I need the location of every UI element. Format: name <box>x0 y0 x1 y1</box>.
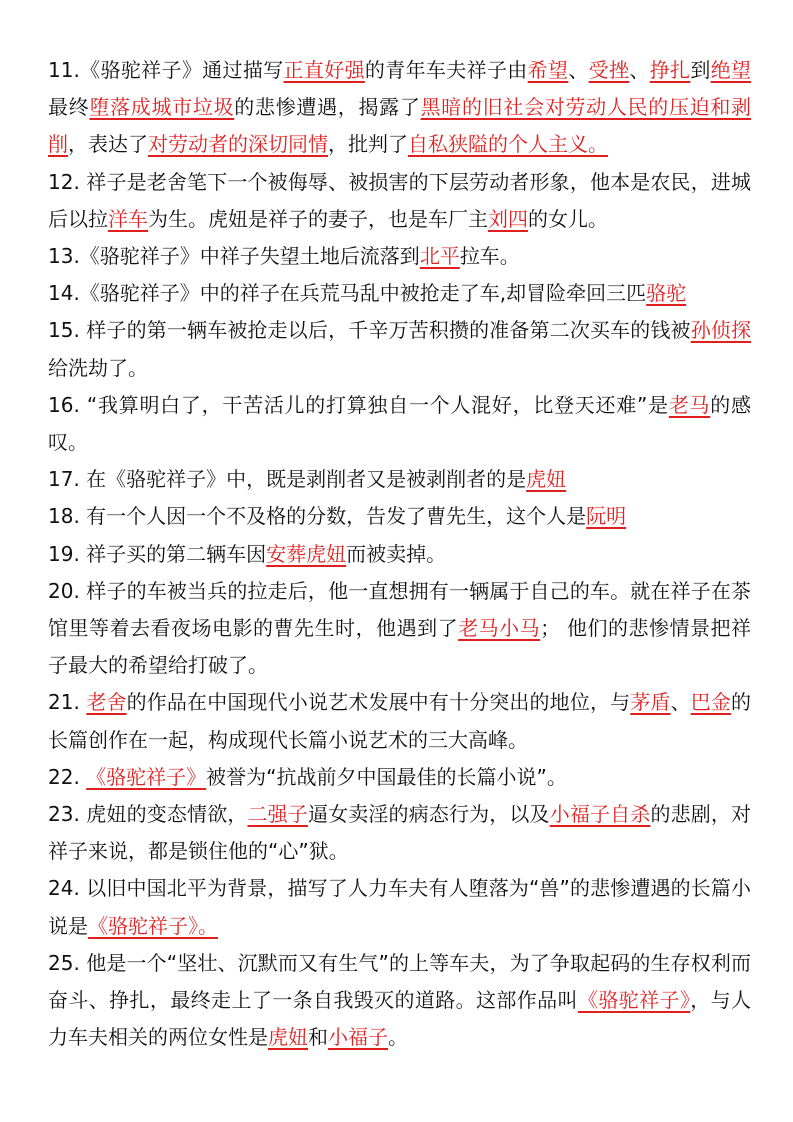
question-item-24 <box>48 870 751 944</box>
question-item-18 <box>48 498 751 535</box>
answer-text: 自私狭隘的个人主义。 <box>408 132 608 157</box>
answer-text: 茅盾 <box>630 690 671 715</box>
question-text: ； 他们的悲惨情景把祥子最大的希望给打破了。 <box>48 616 752 678</box>
question-text: 的悲惨遭遇，揭露了 <box>234 95 421 120</box>
answer-text: 挣扎 <box>649 58 691 82</box>
question-text: ，批判了 <box>328 132 408 157</box>
question-text: 20. 样子的车被当兵的拉走后，他一直想拥有一辆属于自己的车。就在祥子在茶馆里等着去看夜场电影的曹先生时，他遇到了 <box>48 578 751 641</box>
question-text: 25. 他是一个“坚壮、沉默而又有生气”的上等车夫，为了争取起码的生存权利而奋斗、挣扎，最终走上了一条自我毁灭的道路。这部作品叫 <box>48 950 751 1013</box>
question-item-12 <box>48 164 751 238</box>
question-item-19 <box>48 536 751 573</box>
question-item-13 <box>48 238 751 275</box>
question-text: 17. 在《骆驼祥子》中，既是剥削者又是被剥削者的是 <box>48 467 527 492</box>
answer-text: 《骆驼祥子》。 <box>88 913 218 938</box>
question-text: 、 <box>568 58 589 82</box>
answer-text: 阮明 <box>586 504 627 529</box>
question-item-21 <box>48 684 751 758</box>
answer-text: 正直好强 <box>283 58 365 82</box>
answer-text: 二强子 <box>247 802 308 827</box>
question-item-16 <box>48 387 751 461</box>
question-text: 19. 祥子买的第二辆车因 <box>48 541 267 566</box>
question-item-15 <box>48 312 751 386</box>
answer-text: 黑暗的旧社会对劳动人民的压迫和剥削 <box>48 95 752 157</box>
question-text: 的悲剧，对祥子来说，都是锁住他的“心”狱。 <box>48 802 752 864</box>
answer-text: 巴金 <box>690 690 732 715</box>
question-text: 被誉为“抗战前夕中国最佳的长篇小说”。 <box>206 764 567 789</box>
question-item-23 <box>48 796 751 870</box>
question-text: 的长篇创作在一起，构成现代长篇小说艺术的三大高峰。 <box>48 690 752 752</box>
question-text: 、 <box>629 58 650 82</box>
answer-text: 绝望 <box>710 58 752 82</box>
answer-text: 虎妞 <box>268 1025 308 1050</box>
question-item-25 <box>48 945 751 1057</box>
answer-text: 受挫 <box>588 58 630 82</box>
answer-text: 《骆驼祥子》 <box>577 988 691 1013</box>
question-text: 22. <box>48 764 87 789</box>
question-text: 的作品在中国现代小说艺术发展中有十分突出的地位，与 <box>126 690 631 715</box>
question-text: 。 <box>388 1025 408 1050</box>
question-text: 、 <box>670 690 691 715</box>
question-text: 14.《骆驼祥子》中的祥子在兵荒马乱中被抢走了车,却冒险牵回三匹 <box>48 281 647 306</box>
answer-text: 希望 <box>527 58 569 82</box>
question-text: 为生。虎妞是祥子的妻子，也是车厂主 <box>148 206 488 231</box>
answer-text: 安葬虎妞 <box>266 541 347 566</box>
answer-text: 虎妞 <box>526 467 567 492</box>
question-item-17 <box>48 461 751 498</box>
question-text: 13.《骆驼祥子》中祥子失望土地后流落到 <box>48 244 420 269</box>
answer-text: 小福子自杀 <box>549 802 651 827</box>
question-text: 的感叹。 <box>48 392 752 455</box>
question-text: 12. 祥子是老舍笔下一个被侮辱、被损害的下层劳动者形象，他本是农民，进城后以拉 <box>48 169 751 231</box>
answer-text: 《骆驼祥子》 <box>86 764 207 789</box>
question-text: 16. “我算明白了，干苦活儿的打算独自一个人混好，比登天还难”是 <box>48 392 669 417</box>
question-text: 和 <box>308 1025 328 1050</box>
answer-text: 老舍 <box>86 690 127 715</box>
answer-text: 洋车 <box>108 206 148 231</box>
answer-text: 刘四 <box>488 206 528 231</box>
answer-text: 堕落成城市垃圾 <box>89 95 235 120</box>
question-text: 拉车。 <box>459 244 520 269</box>
question-text: 23. 虎妞的变态情欲， <box>48 802 248 827</box>
answer-text: 对劳动者的深切同情 <box>148 132 328 157</box>
question-text: ，与人力车夫相关的两位女性是 <box>48 988 752 1050</box>
question-text: 11.《骆驼祥子》通过描写 <box>48 58 284 82</box>
question-item-14 <box>48 275 751 312</box>
question-text: 15. 样子的第一辆车被抢走以后，千辛万苦积攒的准备第二次买车的钱被 <box>48 318 691 343</box>
question-text: 而被卖掉。 <box>346 541 447 566</box>
question-text: 的女儿。 <box>528 206 608 231</box>
question-text: 给洗劫了。 <box>48 355 148 380</box>
question-text: 18. 有一个人因一个不及格的分数，告发了曹先生，这个人是 <box>48 504 587 529</box>
question-item-11 <box>48 52 751 164</box>
answer-text: 老马 <box>668 392 711 417</box>
answer-text: 老马小马 <box>458 616 541 641</box>
question-text: 最终 <box>48 95 90 120</box>
answer-text: 孙侦探 <box>690 318 751 343</box>
question-text: 24. 以旧中国北平为背景，描写了人力车夫有人堕落为“兽”的悲惨遭遇的长篇小说是 <box>48 876 751 938</box>
answer-text: 北平 <box>419 244 460 269</box>
answer-text: 小福子 <box>328 1025 388 1050</box>
question-item-22 <box>48 759 751 796</box>
question-text: 逼女卖淫的病态行为，以及 <box>307 802 550 827</box>
question-text: 21. <box>48 690 87 715</box>
question-text: 到 <box>690 58 711 82</box>
question-item-20 <box>48 573 751 685</box>
question-text: 的青年车夫祥子由 <box>364 58 528 82</box>
answer-text: 骆驼 <box>646 281 687 306</box>
question-text: ，表达了 <box>68 132 148 157</box>
